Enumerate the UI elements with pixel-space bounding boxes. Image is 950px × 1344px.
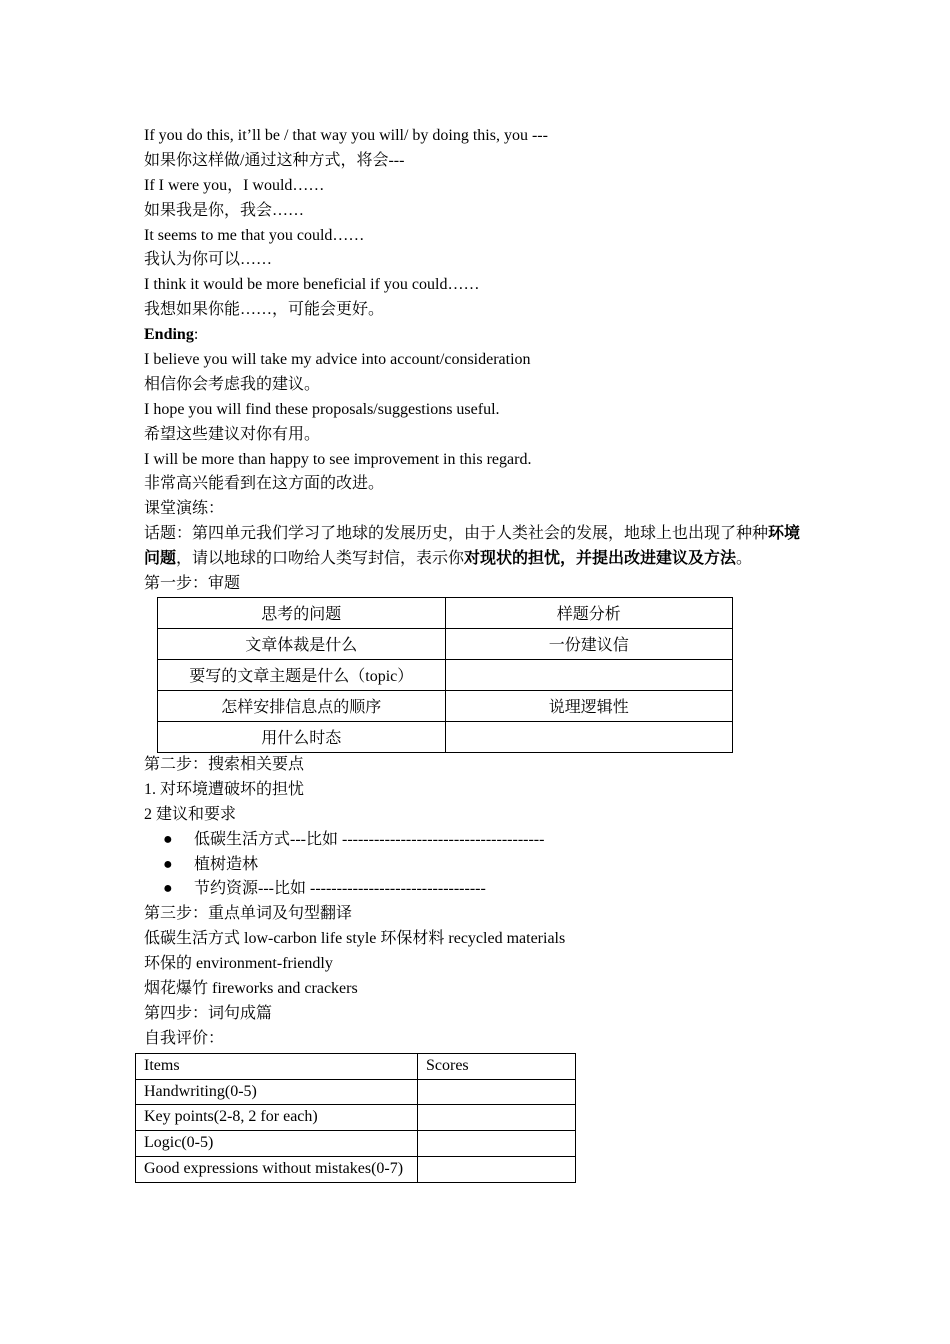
text-line: 我想如果你能……，可能会更好。 <box>144 301 385 319</box>
text-line: 非常高兴能看到在这方面的改进。 <box>144 475 385 493</box>
score-cell[interactable] <box>418 1079 576 1105</box>
topic-paragraph <box>144 522 814 572</box>
table-row <box>136 1079 576 1105</box>
document-page <box>144 124 814 1183</box>
translation-line: 低碳生活方式 low-carbon life style 环保材料 recycled materials <box>144 930 566 948</box>
score-cell[interactable] <box>418 1157 576 1183</box>
text-line: If you do this, it’ll be / that way you will/ by doing this, you --- <box>144 127 548 144</box>
score-table <box>135 1053 576 1184</box>
topic-text: 。 <box>736 550 753 568</box>
table-cell <box>445 659 733 690</box>
table-row <box>136 1105 576 1131</box>
table-row <box>158 690 733 721</box>
text-line: It seems to me that you could…… <box>144 226 365 244</box>
self-eval-label: 自我评价： <box>144 1029 225 1047</box>
text-line: If I were you，I would…… <box>144 176 325 194</box>
translation-line: 环保的 environment-friendly <box>144 955 333 973</box>
table-row <box>136 1131 576 1157</box>
text-line: I hope you will find these proposals/suggestions useful. <box>144 400 500 418</box>
bullet-text: 植树造林 <box>194 855 259 873</box>
topic-bold: 环境问题 <box>144 525 801 568</box>
text-line: 我认为你可以…… <box>144 251 273 269</box>
topic-bold: 对现状的担忧，并提出改进建议及方法 <box>464 550 737 568</box>
table-cell: 要写的文章主题是什么（topic） <box>158 659 446 690</box>
bullet-icon: ● <box>163 855 173 873</box>
score-cell[interactable] <box>418 1105 576 1131</box>
list-item: 1. 对环境遭破坏的担忧 <box>144 780 305 798</box>
column-header-items: Items <box>136 1053 418 1079</box>
topic-text: ，请以地球的口吻给人类写封信，表示你 <box>176 550 465 568</box>
table-row <box>158 659 733 690</box>
bullet-item <box>144 853 814 878</box>
step1-title: 第一步：审题 <box>144 575 241 593</box>
topic-text: 话题：第四单元我们学习了地球的发展历史，由于人类社会的发展，地球上也出现了种种 <box>144 525 769 543</box>
text-line: I believe you will take my advice into account/consideration <box>144 351 531 369</box>
bullet-item <box>144 828 814 853</box>
text-line: 如果你这样做/通过这种方式，将会--- <box>144 151 405 169</box>
translation-line: 烟花爆竹 fireworks and crackers <box>144 979 358 997</box>
bullet-item <box>144 877 814 902</box>
table-cell: 思考的问题 <box>158 597 446 628</box>
step4-title: 第四步：词句成篇 <box>144 1004 273 1022</box>
text-line: 如果我是你，我会…… <box>144 201 305 219</box>
bullet-icon: ● <box>163 830 173 848</box>
score-cell[interactable] <box>418 1131 576 1157</box>
text-line: I will be more than happy to see improvement in this regard. <box>144 450 532 468</box>
text-line: 相信你会考虑我的建议。 <box>144 375 321 393</box>
table-cell: Good expressions without mistakes(0-7) <box>136 1157 418 1183</box>
text-line: I think it would be more beneficial if you could…… <box>144 276 480 294</box>
table-cell: Key points(2-8, 2 for each) <box>136 1105 418 1131</box>
table-header-row <box>136 1053 576 1079</box>
table-cell: 一份建议信 <box>445 628 733 659</box>
bullet-text: 节约资源---比如 --------------------------------- <box>194 880 486 898</box>
table-cell: 文章体裁是什么 <box>158 628 446 659</box>
table-cell: Handwriting(0-5) <box>136 1079 418 1105</box>
table-row <box>136 1157 576 1183</box>
column-header-scores: Scores <box>418 1053 576 1079</box>
ending-colon: : <box>193 326 199 344</box>
table-cell <box>445 721 733 752</box>
analysis-table <box>157 597 733 753</box>
ending-heading <box>144 323 814 348</box>
table-cell: Logic(0-5) <box>136 1131 418 1157</box>
table-row <box>158 628 733 659</box>
step3-title: 第三步：重点单词及句型翻译 <box>144 905 353 923</box>
step2-title: 第二步：搜索相关要点 <box>144 755 305 773</box>
table-cell: 怎样安排信息点的顺序 <box>158 690 446 721</box>
ending-label: Ending <box>144 326 194 344</box>
table-cell: 说理逻辑性 <box>445 690 733 721</box>
list-item: 2 建议和要求 <box>144 805 237 823</box>
section-label: 课堂演练： <box>144 500 225 518</box>
bullet-text: 低碳生活方式---比如 -------------------------------------- <box>194 830 545 848</box>
table-cell: 用什么时态 <box>158 721 446 752</box>
table-row <box>158 597 733 628</box>
table-row <box>158 721 733 752</box>
bullet-icon: ● <box>163 880 173 898</box>
text-line: 希望这些建议对你有用。 <box>144 425 321 443</box>
table-cell: 样题分析 <box>445 597 733 628</box>
